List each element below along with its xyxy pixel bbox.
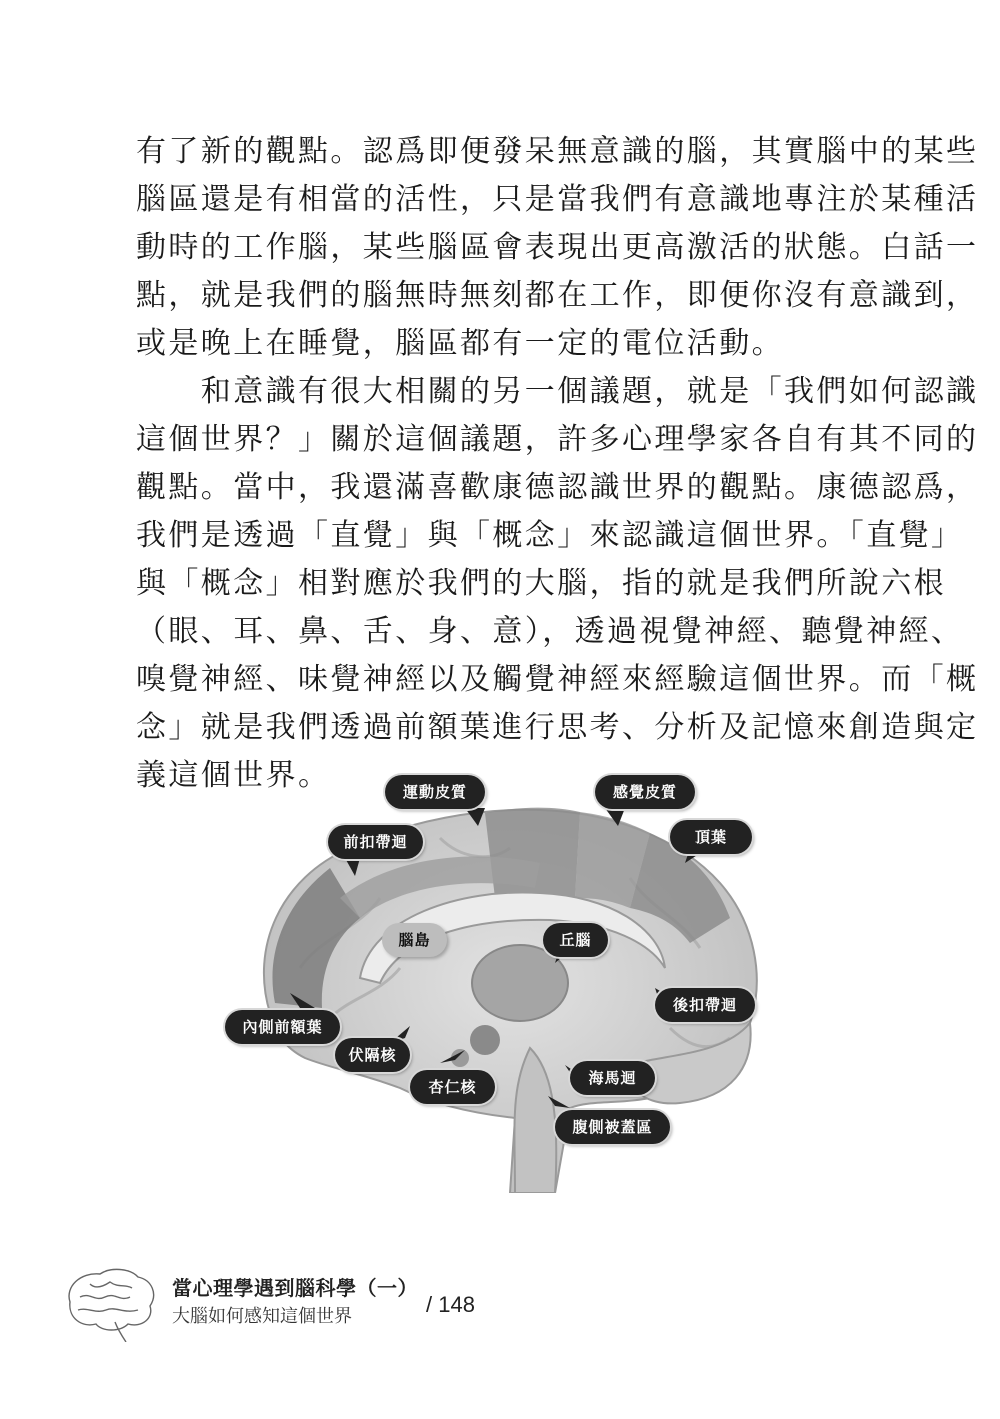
label-anterior-cingulate: 前扣帶迴 bbox=[328, 825, 423, 859]
body-text bbox=[136, 128, 979, 800]
text-line: （眼、耳、鼻、舌、身、意），透過視覺神經、聽覺神經、 bbox=[136, 614, 964, 649]
text-line: 念」就是我們透過前額葉進行思考、分析及記憶來創造與定 bbox=[136, 710, 979, 745]
label-parietal-lobe: 頂葉 bbox=[670, 820, 752, 854]
text-line: 這個世界？」關於這個議題，許多心理學家各自有其不同的 bbox=[136, 422, 979, 457]
text-line: 與「概念」相對應於我們的大腦，指的就是我們所說六根 bbox=[136, 566, 946, 601]
amygdala-shape bbox=[470, 1025, 500, 1055]
label-sensory-cortex: 感覺皮質 bbox=[595, 775, 695, 809]
brain-figure bbox=[210, 768, 800, 1193]
label-nucleus-accumbens: 伏隔核 bbox=[335, 1038, 410, 1072]
label-hippocampus: 海馬迴 bbox=[570, 1061, 655, 1095]
brain-logo-icon bbox=[60, 1262, 160, 1342]
book-title: 當心理學遇到腦科學（一） bbox=[172, 1276, 418, 1300]
text-line: 嗅覺神經、味覺神經以及觸覺神經來經驗這個世界。而「概 bbox=[136, 662, 979, 697]
text-line: 腦區還是有相當的活性，只是當我們有意識地專注於某種活 bbox=[136, 182, 979, 217]
text-line: 和意識有很大相關的另一個議題，就是「我們如何認識 bbox=[136, 374, 979, 409]
label-vta: 腹側被蓋區 bbox=[555, 1110, 670, 1144]
text-line: 我們是透過「直覺」與「概念」來認識這個世界。「直覺」 bbox=[136, 518, 964, 553]
label-thalamus: 丘腦 bbox=[543, 923, 608, 957]
text-line: 或是晚上在睡覺，腦區都有一定的電位活動。 bbox=[136, 326, 784, 361]
text-line: 義這個世界。 bbox=[136, 758, 331, 793]
label-posterior-cingulate: 後扣帶迴 bbox=[655, 988, 755, 1022]
page-footer bbox=[60, 1262, 520, 1352]
text-line: 動時的工作腦，某些腦區會表現出更高激活的狀態。白話一 bbox=[136, 230, 979, 265]
text-line: 觀點。當中，我還滿喜歡康德認識世界的觀點。康德認爲， bbox=[136, 470, 979, 505]
label-insula: 腦島 bbox=[382, 923, 447, 957]
label-motor-cortex: 運動皮質 bbox=[385, 775, 485, 809]
label-amygdala: 杏仁核 bbox=[410, 1070, 495, 1104]
book-subtitle: 大腦如何感知這個世界 bbox=[172, 1306, 352, 1327]
page-number: / 148 bbox=[426, 1292, 475, 1317]
label-medial-prefrontal: 內側前額葉 bbox=[225, 1010, 340, 1044]
text-line: 點，就是我們的腦無時無刻都在工作，即便你沒有意識到， bbox=[136, 278, 979, 313]
thalamus-shape bbox=[472, 945, 568, 1021]
text-line: 有了新的觀點。認爲即便發呆無意識的腦，其實腦中的某些 bbox=[136, 134, 979, 169]
